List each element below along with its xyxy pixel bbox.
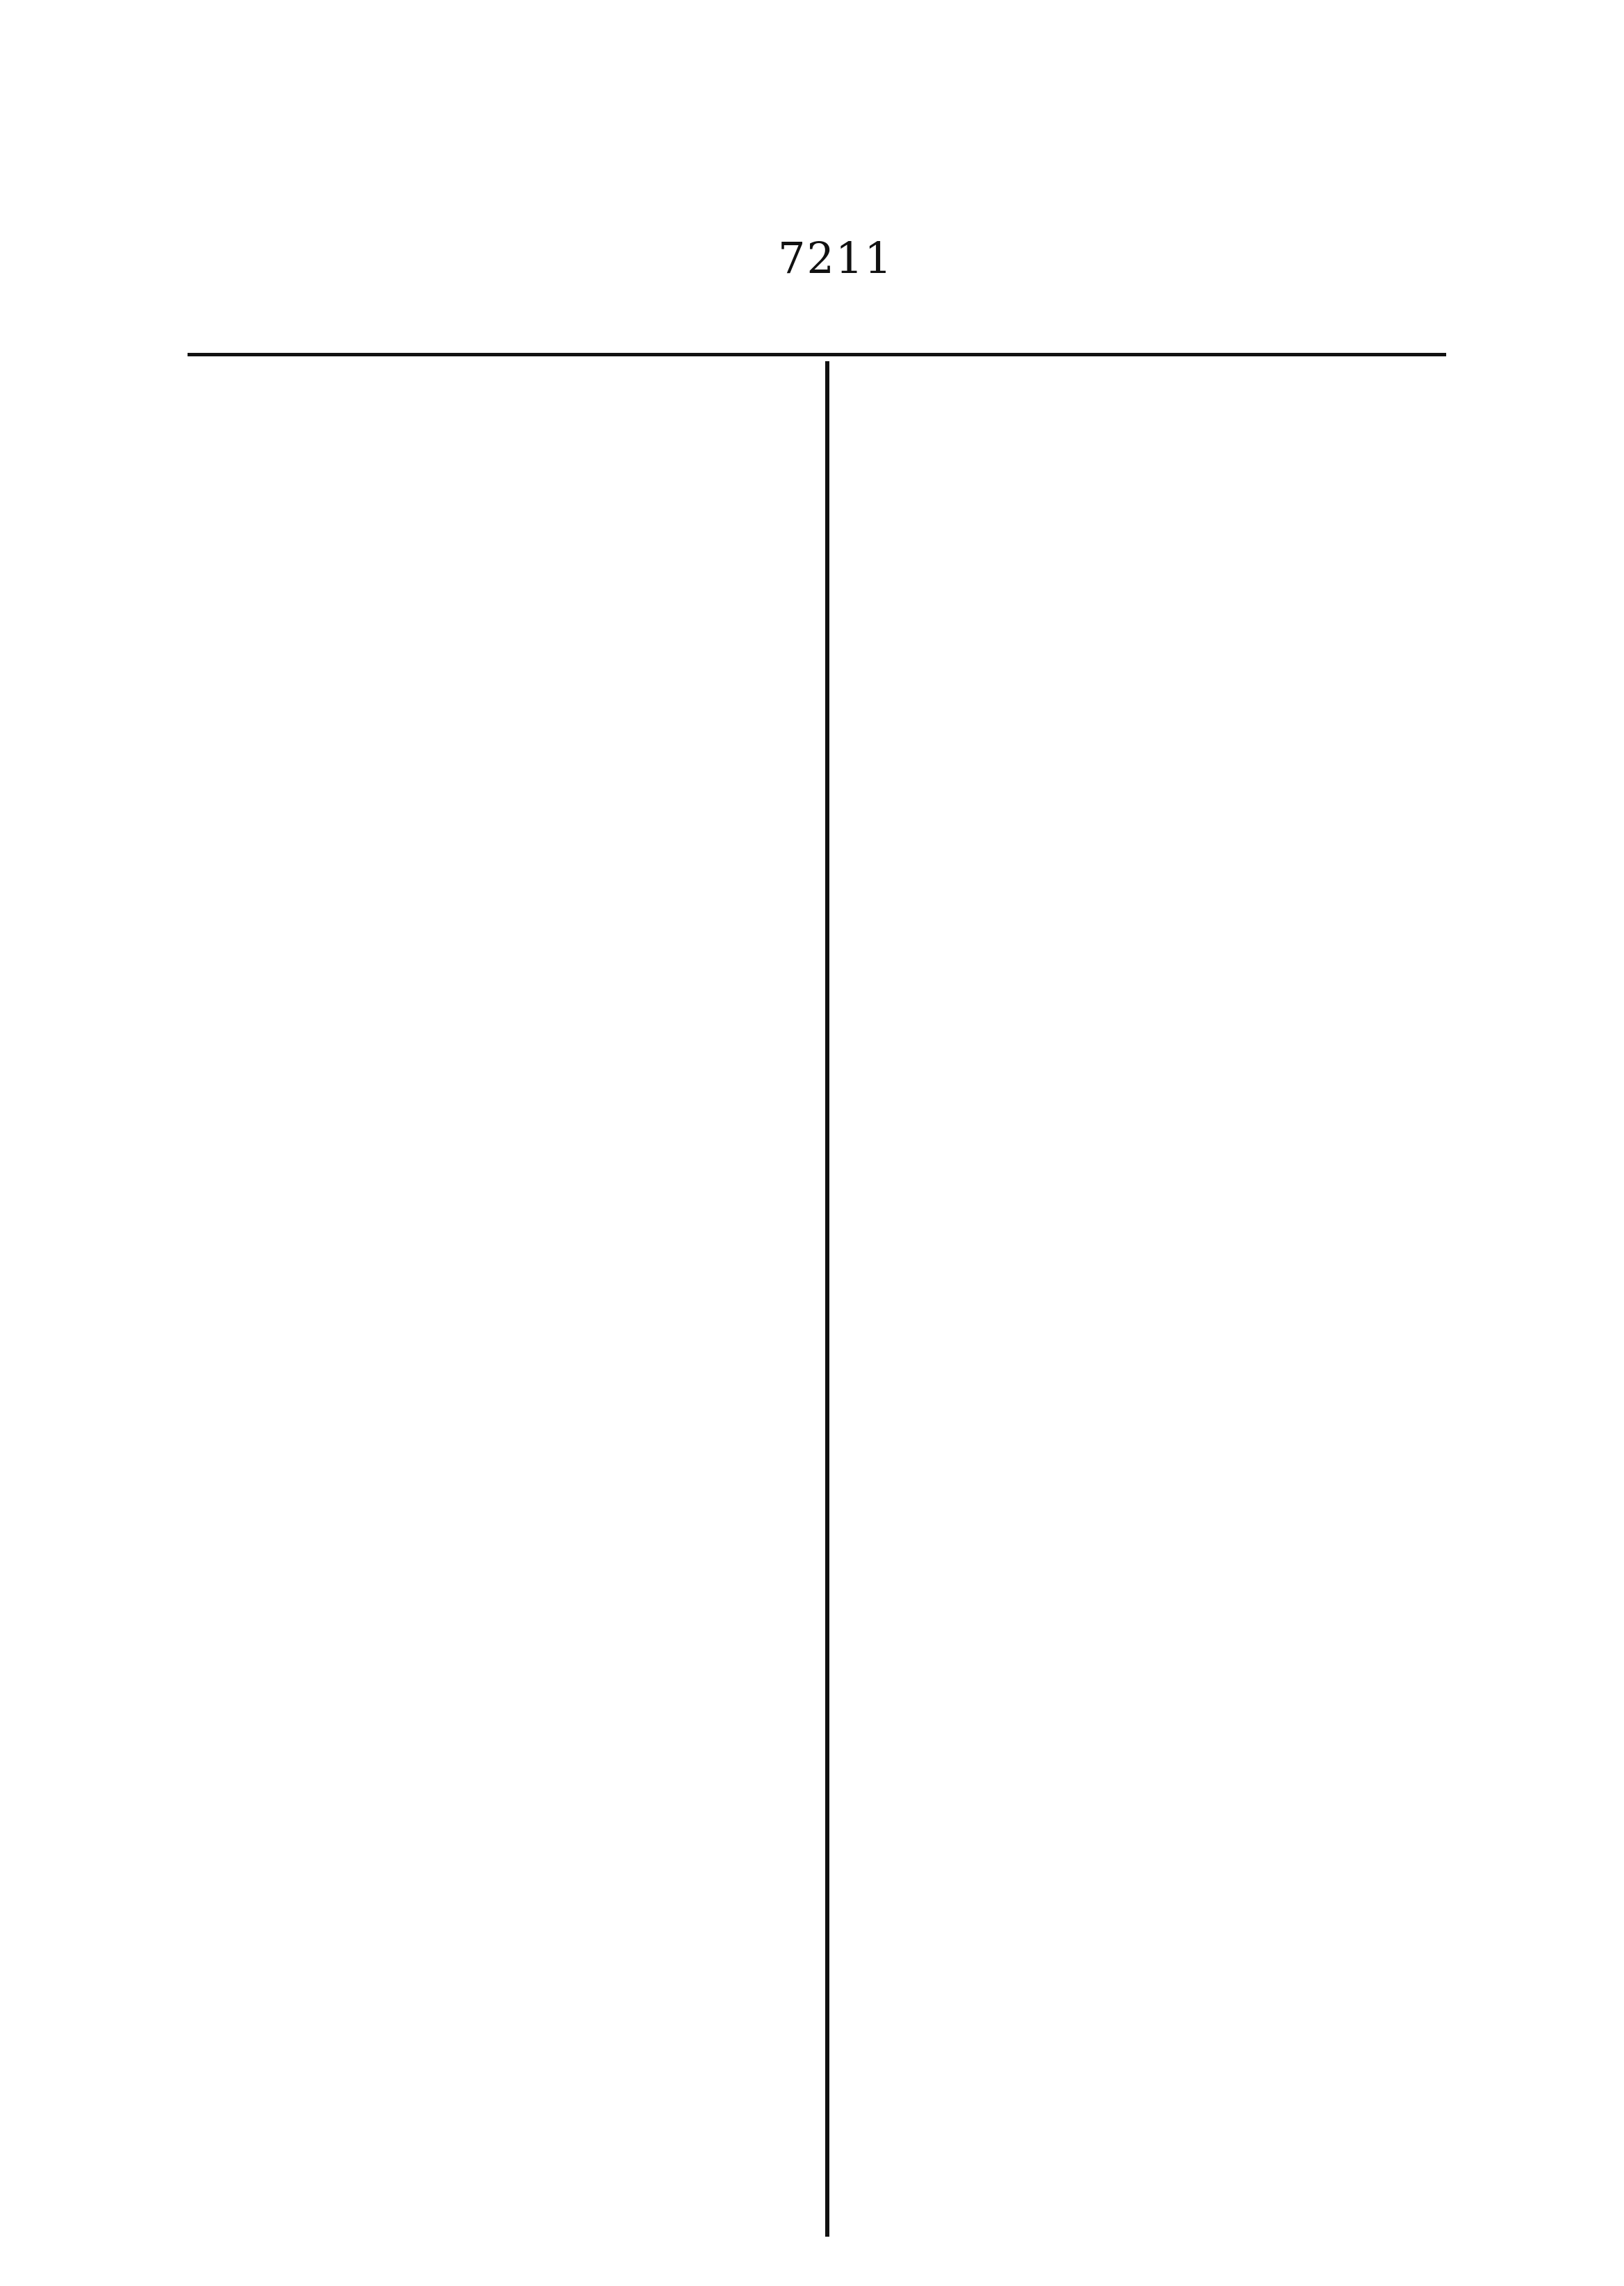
running-head [875,233,1452,288]
header-rule [188,353,1446,356]
column-divider [825,361,829,2237]
page-number: 7211 [778,233,893,283]
